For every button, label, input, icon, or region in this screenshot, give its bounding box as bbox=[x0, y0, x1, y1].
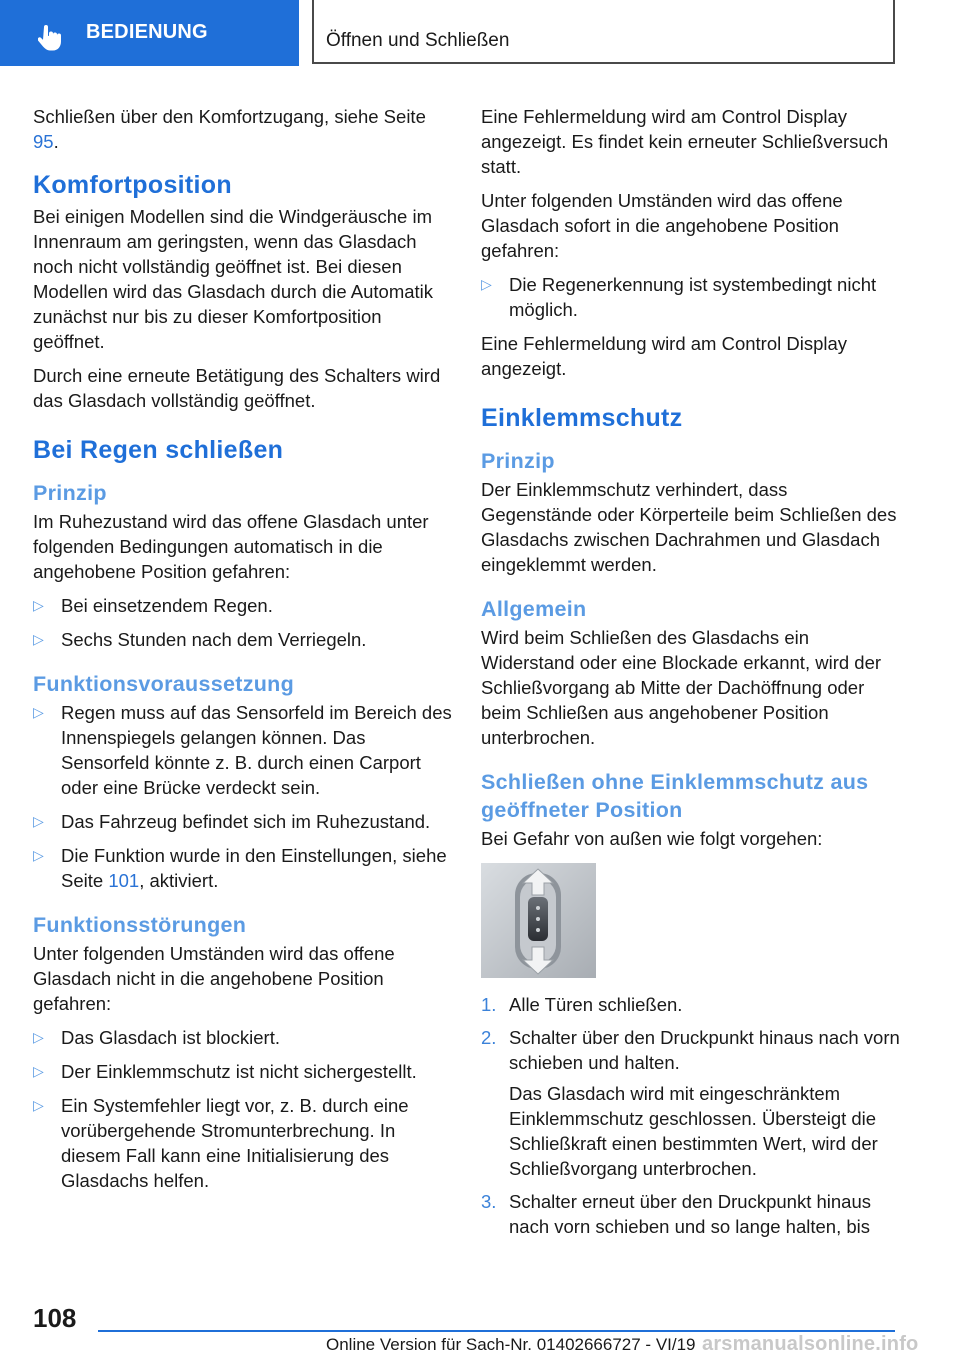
hand-pointer-icon bbox=[38, 24, 62, 52]
heading-prinzip: Prinzip bbox=[481, 449, 555, 473]
heading-schliessen-ohne-einklemmschutz: Schließen ohne Einklemmschutz aus geöffneter Position bbox=[481, 770, 869, 822]
triangle-bullet-icon: ▷ bbox=[33, 1029, 44, 1045]
step-item: 3. Schalter erneut über den Druckpunkt hinaus nach vorn schieben und so lange halten, bis bbox=[481, 1191, 871, 1237]
header-divider bbox=[312, 0, 314, 64]
list-item: ▷ Die Regenerkennung ist systembedingt nicht möglich. bbox=[481, 274, 877, 320]
left-column bbox=[33, 104, 453, 1202]
paragraph: Eine Fehlermeldung wird am Control Display angezeigt. Es findet kein erneuter Schließversuch statt. bbox=[481, 106, 889, 177]
paragraph: Wird beim Schließen des Glasdachs ein Widerstand oder eine Blockade erkannt, wird der Schließvorgang ab Mitte der Dachöffnung oder beim Schließen aus angehobener Position unterbrochen. bbox=[481, 627, 882, 748]
page-link-101[interactable]: 101 bbox=[108, 870, 140, 891]
triangle-bullet-icon: ▷ bbox=[33, 847, 44, 863]
list-item: ▷ Der Einklemmschutz ist nicht sichergestellt. bbox=[33, 1061, 417, 1082]
heading-bei-regen: Bei Regen schließen bbox=[33, 436, 284, 464]
step-item: 1. Alle Türen schließen. bbox=[481, 994, 683, 1015]
triangle-bullet-icon: ▷ bbox=[33, 1063, 44, 1079]
page-number: 108 bbox=[33, 1303, 77, 1333]
chapter-title: Öffnen und Schließen bbox=[326, 30, 510, 51]
paragraph: Unter folgenden Umständen wird das offene Glasdach sofort in die angehobene Position gefahren: bbox=[481, 190, 843, 261]
triangle-bullet-icon: ▷ bbox=[33, 813, 44, 829]
heading-allgemein: Allgemein bbox=[481, 597, 587, 621]
watermark: arsmanualsonline.info bbox=[702, 1333, 919, 1355]
paragraph: Eine Fehlermeldung wird am Control Display angezeigt. bbox=[481, 333, 848, 379]
triangle-bullet-icon: ▷ bbox=[33, 597, 44, 613]
section-tab bbox=[0, 0, 299, 66]
footer-online-version: Online Version für Sach-Nr. 01402666727 - VI/19 bbox=[326, 1335, 696, 1354]
paragraph: Der Einklemmschutz verhindert, dass Gegenstände oder Körperteile beim Schließen des Glasdachs zwischen Dachrahmen und Glasdach eingeklemmt werden. bbox=[481, 479, 897, 575]
heading-einklemmschutz: Einklemmschutz bbox=[481, 404, 683, 432]
paragraph: Durch eine erneute Betätigung des Schalters wird das Glasdach vollständig geöffnet. bbox=[33, 365, 441, 411]
right-column bbox=[481, 104, 901, 1247]
paragraph: Im Ruhezustand wird das offene Glasdach unter folgenden Bedingungen automatisch in die angehobene Position gefahren: bbox=[33, 511, 429, 582]
section-label: BEDIENUNG bbox=[86, 21, 208, 43]
step-item: 2. Schalter über den Druckpunkt hinaus nach vorn schieben und halten. bbox=[481, 1027, 900, 1073]
list-item: ▷ Ein Systemfehler liegt vor, z. B. durch eine vorübergehende Stromunterbrechung. In diesem Fall kann eine Initialisierung des Glasdachs helfen. bbox=[33, 1095, 409, 1191]
triangle-bullet-icon: ▷ bbox=[33, 631, 44, 647]
step-note: Das Glasdach wird mit eingeschränktem Einklemmschutz geschlossen. Übersteigt die Schließkraft einen bestimmten Wert, wird der Schließvorgang unterbrochen. bbox=[509, 1083, 878, 1179]
page-link-95[interactable]: 95 bbox=[33, 131, 54, 152]
paragraph: Bei einigen Modellen sind die Windgeräusche im Innenraum am geringsten, wenn das Glasdach noch nicht vollständig geöffnet ist. Bei diesen Modellen wird das Glasdach durch die Automatik zunächst nur bis zu dieser Komfortposition geöffnet. bbox=[33, 206, 434, 352]
triangle-bullet-icon: ▷ bbox=[481, 276, 492, 292]
heading-funktionsvoraussetzung: Funktionsvoraussetzung bbox=[33, 672, 295, 696]
list-item: ▷ Regen muss auf das Sensorfeld im Bereich des Innenspiegels gelangen können. Das Sensorfeld könnte z. B. durch einen Carport oder eine Brücke verdeckt sein. bbox=[33, 702, 452, 798]
heading-komfortposition: Komfortposition bbox=[33, 171, 232, 199]
footer-line bbox=[98, 1330, 895, 1332]
triangle-bullet-icon: ▷ bbox=[33, 704, 44, 720]
list-item: ▷ Das Fahrzeug befindet sich im Ruhezustand. bbox=[33, 811, 431, 832]
triangle-bullet-icon: ▷ bbox=[33, 1097, 44, 1113]
list-item: ▷ Das Glasdach ist blockiert. bbox=[33, 1027, 281, 1048]
heading-prinzip: Prinzip bbox=[33, 481, 107, 505]
intro-paragraph: Schließen über den Komfortzugang, siehe Seite 95. bbox=[33, 106, 426, 152]
roof-switch-image bbox=[481, 863, 596, 978]
list-item: ▷ Bei einsetzendem Regen. bbox=[33, 595, 273, 616]
header-underline bbox=[312, 62, 895, 64]
paragraph: Unter folgenden Umständen wird das offene Glasdach nicht in die angehobene Position gefahren: bbox=[33, 943, 395, 1014]
list-item: ▷ Sechs Stunden nach dem Verriegeln. bbox=[33, 629, 367, 650]
heading-funktionsstoerungen: Funktionsstörungen bbox=[33, 913, 247, 937]
paragraph: Bei Gefahr von außen wie folgt vorgehen: bbox=[481, 828, 823, 849]
header-right-border bbox=[893, 0, 895, 64]
list-item: ▷ Die Funktion wurde in den Einstellungen, siehe Seite 101, aktiviert. bbox=[33, 845, 447, 891]
